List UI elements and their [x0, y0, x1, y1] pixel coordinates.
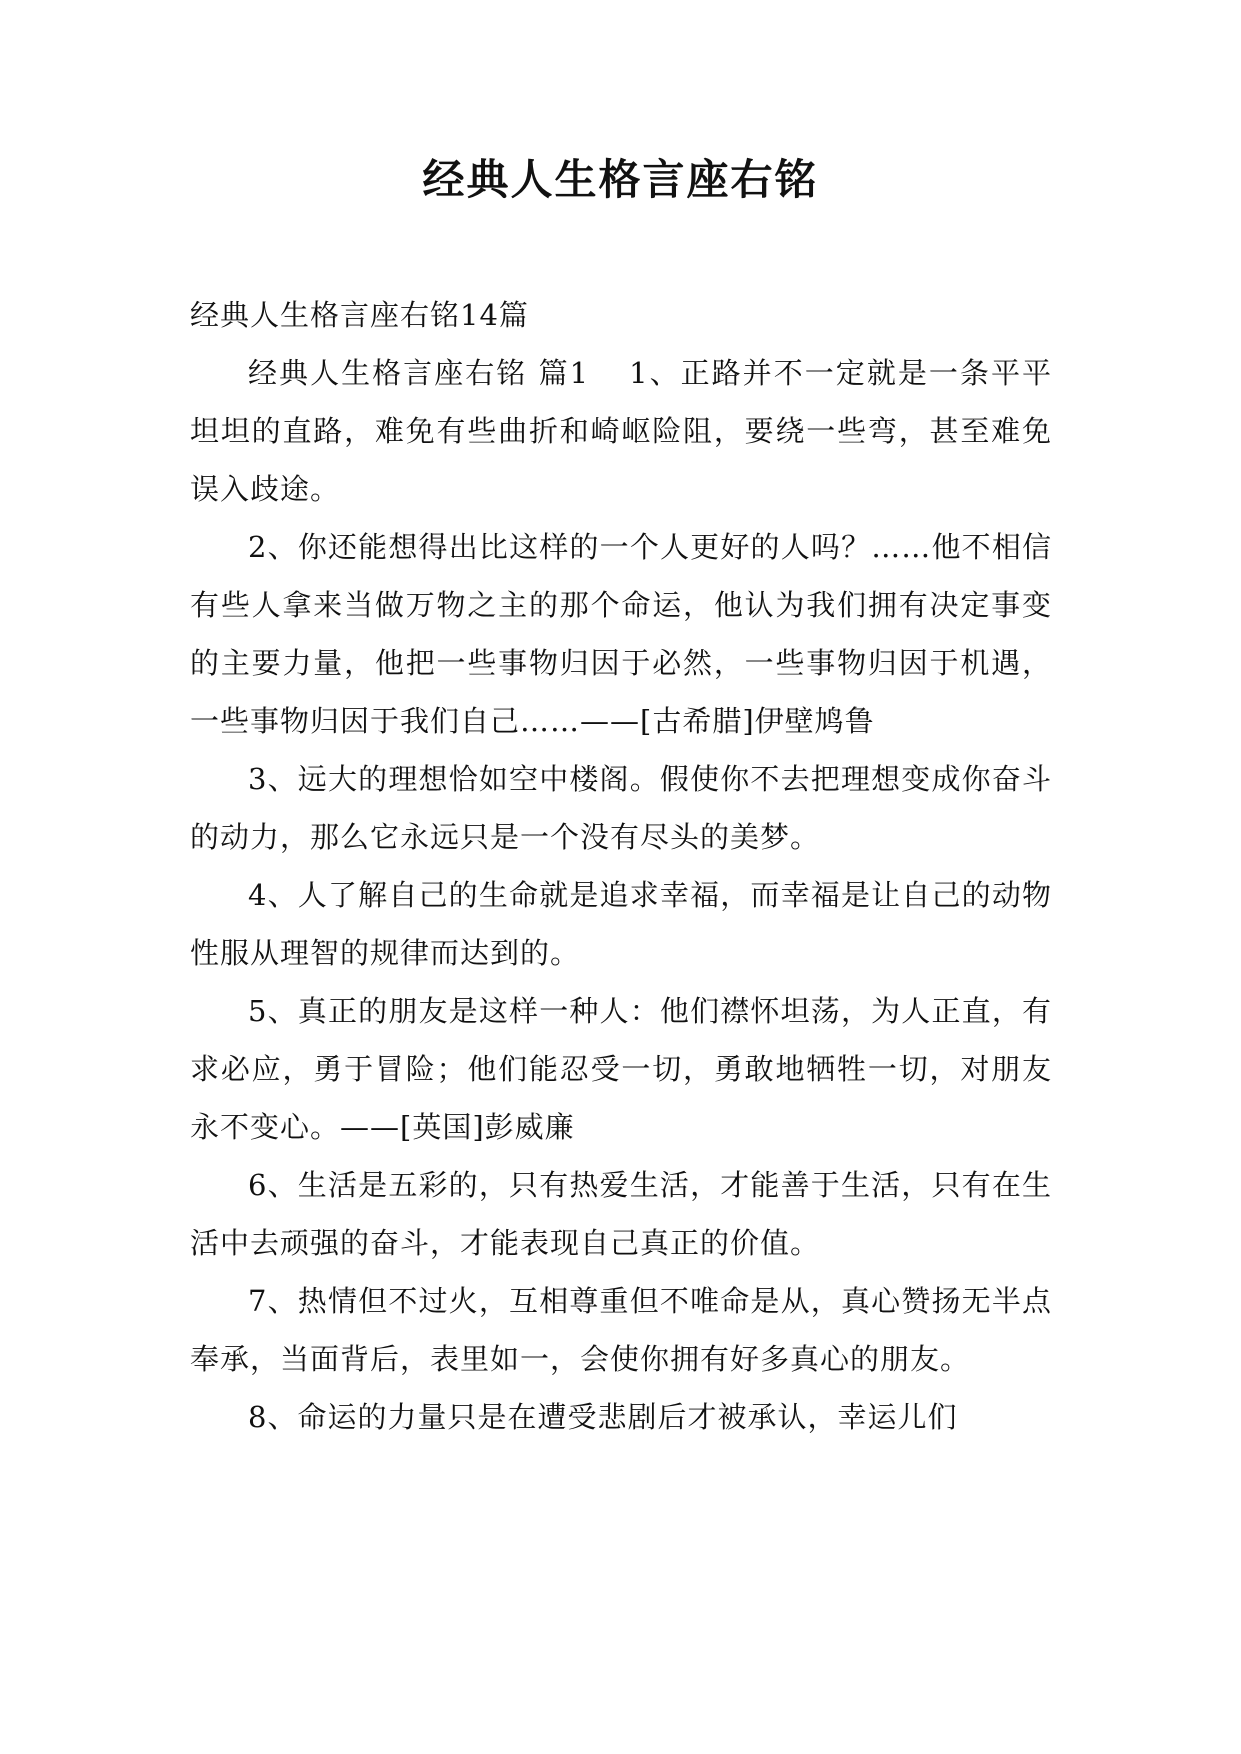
paragraph-2: 2、你还能想得出比这样的一个人更好的人吗？……他不相信有些人拿来当做万物之主的那个命运，他认为我们拥有决定事变的主要力量，他把一些事物归因于必然，一些事物归因于机遇，一些事物归因于我们自己……——[古希腊]伊壁鸠鲁 [190, 530, 1052, 738]
paragraph-1 [190, 344, 1052, 518]
section-label: 经典人生格言座右铭 篇1 [248, 356, 590, 390]
document-body [190, 286, 1052, 1446]
paragraph-text: 1、正路并不一定就是一条平平坦坦的直路，难免有些曲折和崎岖险阻，要绕一些弯，甚至难免误入歧途。 [190, 356, 1053, 506]
document-title: 经典人生格言座右铭 [422, 155, 819, 204]
paragraph-5: 5、真正的朋友是这样一种人：他们襟怀坦荡，为人正直，有求必应，勇于冒险；他们能忍受一切，勇敢地牺牲一切，对朋友永不变心。——[英国]彭威廉 [190, 994, 1052, 1144]
paragraph-7: 7、热情但不过火，互相尊重但不唯命是从，真心赞扬无半点奉承，当面背后，表里如一，会使你拥有好多真心的朋友。 [190, 1284, 1052, 1376]
paragraph-8: 8、命运的力量只是在遭受悲剧后才被承认，幸运儿们 [248, 1400, 958, 1434]
paragraph-4: 4、人了解自己的生命就是追求幸福，而幸福是让自己的动物性服从理智的规律而达到的。 [190, 878, 1052, 970]
paragraph-6: 6、生活是五彩的，只有热爱生活，才能善于生活，只有在生活中去顽强的奋斗，才能表现自己真正的价值。 [190, 1168, 1052, 1260]
paragraph-3: 3、远大的理想恰如空中楼阁。假使你不去把理想变成你奋斗的动力，那么它永远只是一个没有尽头的美梦。 [190, 762, 1052, 854]
document-subtitle: 经典人生格言座右铭14篇 [190, 298, 529, 332]
